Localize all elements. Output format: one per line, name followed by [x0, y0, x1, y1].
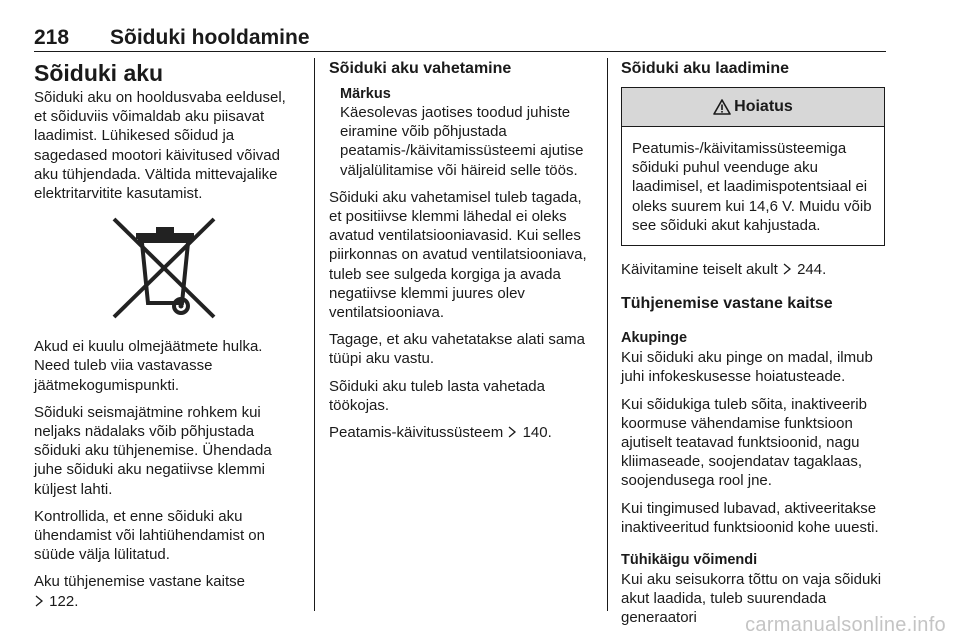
- disposal-paragraph: Akud ei kuulu olmejäätmete hulka. Need tuleb viia vastavasse jäätmekogumispunkti.: [34, 338, 263, 394]
- crossed-out-wheelie-bin-icon: [110, 215, 220, 321]
- column-divider-2: [607, 58, 608, 611]
- vent-paragraph: Sõiduki aku vahetamisel tuleb tagada, et positiivse klemmi lähedal ei oleks avatud ventilatsiooniavasid. Kui selles piirkonnas on avatud ventilatsiooniava, tuleb see sulgeda korgiga ja avada negatiivse klemmi juures olev ventilatsiooniava.: [329, 188, 587, 322]
- heading-battery-voltage: Akupinge: [621, 330, 688, 347]
- page-number: 218: [34, 26, 70, 49]
- reference-link[interactable]: 244.: [797, 261, 827, 279]
- heading-vehicle-battery: Sõiduki aku: [34, 60, 164, 86]
- note-block: [329, 85, 597, 180]
- warning-text: Peatumis-/käivitamissüsteemiga sõiduki puhul veenduge aku laadimisel, et laadimispotentsiaal ei oleks suurem kui 14,6 V. Muidu võib see sõiduki akut kahjustada.: [632, 140, 872, 234]
- idle-boost-paragraph: Kui aku seisukorra tõttu on vaja sõiduki akut laadida, tuleb suurendada generaatori: [621, 571, 882, 627]
- page-header: [34, 26, 886, 52]
- load-shedding-paragraph: Kui sõidukiga tuleb sõita, inaktiveerib koormuse vähendamise funktsioon ajutiselt teatavad funktsioonid, nagu kliimaseade, soojendatav tagaklaas, soojendusega rool jne.: [621, 395, 867, 490]
- warning-title: Hoiatus: [734, 98, 793, 115]
- column-3: [621, 58, 887, 628]
- low-voltage-paragraph: Kui sõiduki aku pinge on madal, ilmub juhi infokeskusesse hoiatusteade.: [621, 349, 873, 386]
- same-type-paragraph: Tagage, et aku vahetatakse alati sama tüüpi aku vastu.: [329, 331, 585, 368]
- page-reference-icon: [508, 426, 517, 438]
- reactivation-paragraph: Kui tingimused lubavad, aktiveeritakse inaktiveeritud funktsioonid kohe uuesti.: [621, 499, 879, 536]
- warning-box: [621, 87, 885, 246]
- jump-start-reference: Käivitamine teiselt akult 244.: [621, 261, 827, 279]
- page-reference-icon: [35, 595, 44, 607]
- heading-discharge-protection: Tühjenemise vastane kaitse: [621, 295, 833, 313]
- header-divider: [34, 51, 886, 52]
- heading-battery-charging: Sõiduki aku laadimine: [621, 60, 790, 77]
- reference-link[interactable]: 122.: [49, 592, 79, 610]
- column-divider-1: [314, 58, 315, 611]
- warning-triangle-icon: [713, 99, 731, 115]
- workshop-paragraph: Sõiduki aku tuleb lasta vahetada töökojas.: [329, 377, 545, 414]
- heading-battery-replacement: Sõiduki aku vahetamine: [329, 60, 512, 77]
- storage-paragraph: Sõiduki seismajätmine rohkem kui neljaks nädalaks võib põhjustada sõiduki aku tühjenemise. Ühendada juhe sõiduki aku negatiivse klemmi küljest lahti.: [34, 403, 272, 498]
- note-title: Märkus: [340, 86, 391, 102]
- disposal-symbol: [34, 215, 296, 325]
- section-title: Sõiduki hooldamine: [110, 26, 310, 49]
- note-text: Käesolevas jaotises toodud juhiste eiramine võib põhjustada peatamis-/käivitamissüsteemi ajutise väljalülitamise või häireid selle töös.: [340, 104, 584, 179]
- stop-start-reference: Peatamis-käivitussüsteem 140.: [329, 424, 552, 442]
- discharge-protection-reference: Aku tühjenemise vastane kaitse 122.: [34, 573, 245, 610]
- heading-idle-boost: Tühikäigu võimendi: [621, 552, 758, 569]
- column-1: [34, 58, 296, 611]
- column-2: [329, 58, 597, 442]
- reference-link[interactable]: 140.: [522, 424, 552, 442]
- battery-intro-paragraph: Sõiduki aku on hooldusvaba eeldusel, et sõiduviis võimaldab aku piisavat laadimist. Lühikesed sõidud ja sagedased mootori käivitused võivad aku tühjendada. Vältida mittevajalike elektritarvitite kasutamist.: [34, 89, 286, 203]
- ignition-paragraph: Kontrollida, et enne sõiduki aku ühendamist või lahtiühendamist on süüde välja lülitatud.: [34, 507, 265, 564]
- watermark: carmanualsonline.info: [745, 614, 946, 636]
- warning-header: [622, 88, 884, 127]
- warning-body: [622, 127, 884, 245]
- page-reference-icon: [783, 263, 792, 275]
